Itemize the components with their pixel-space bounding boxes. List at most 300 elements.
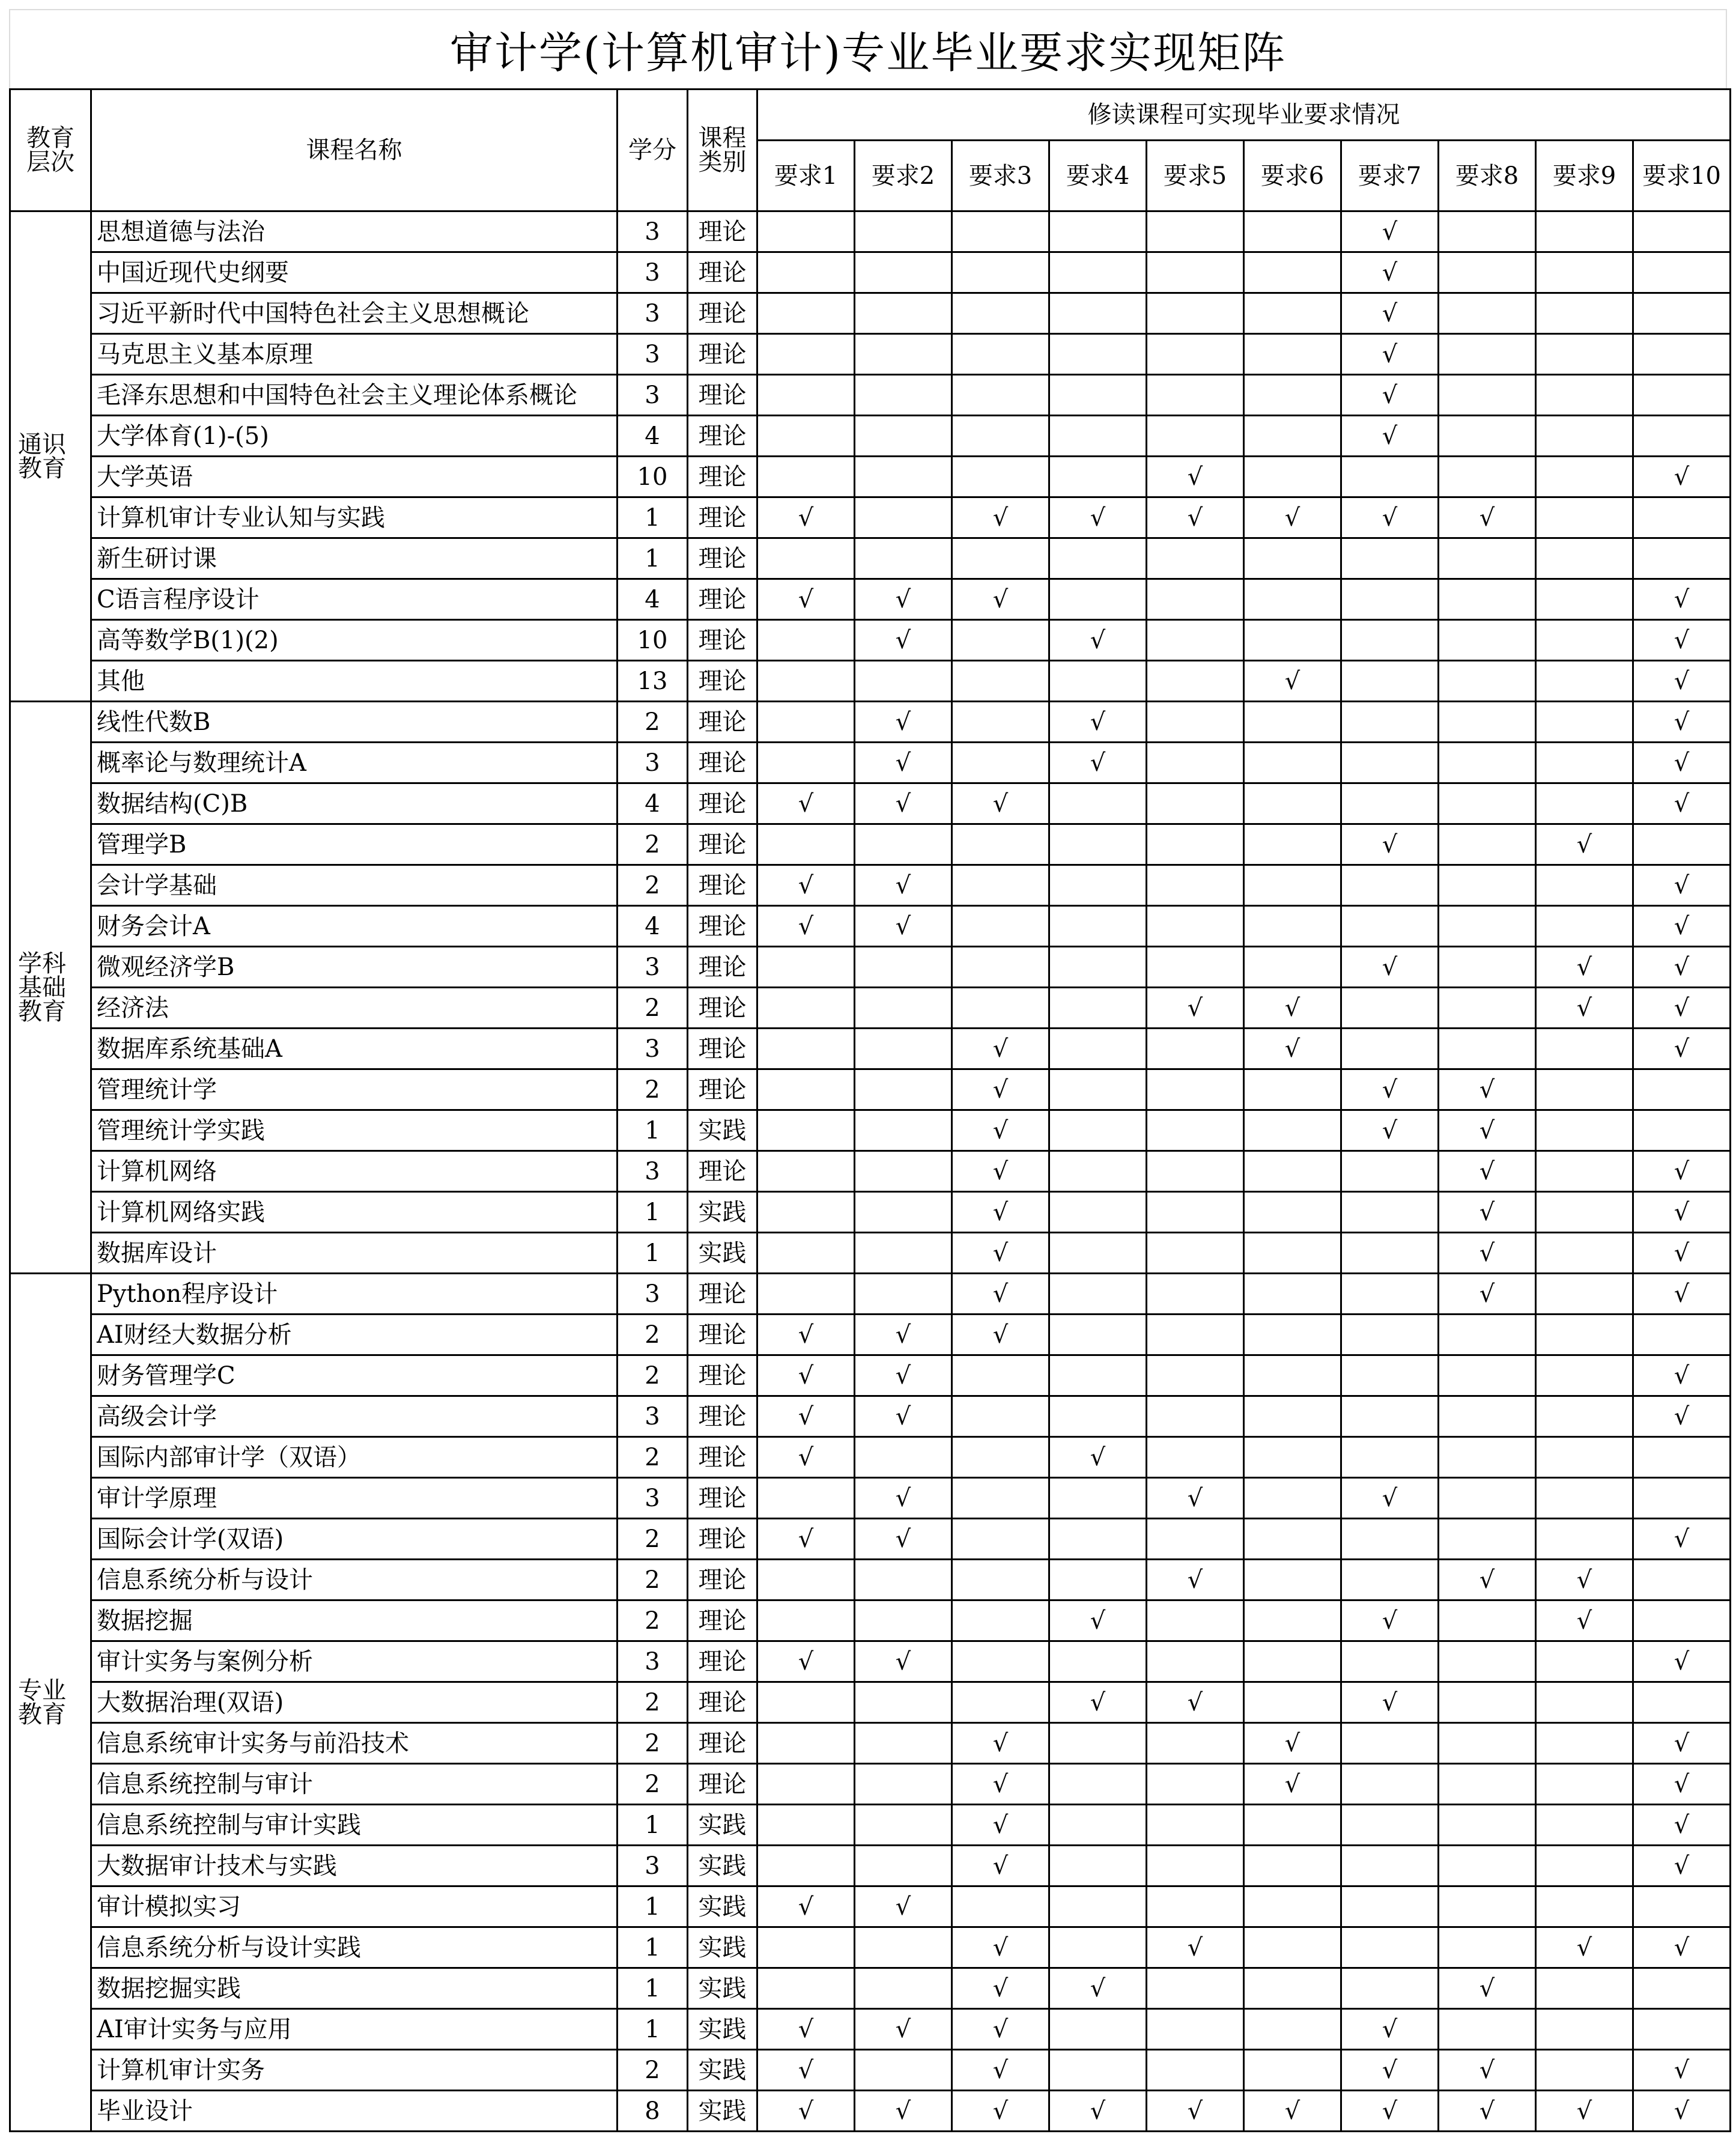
check-mark: √ xyxy=(1674,2097,1690,2125)
req-7-cell xyxy=(1341,620,1439,661)
credit-cell: 3 xyxy=(618,334,688,375)
req-4-cell xyxy=(1049,538,1147,579)
credit-cell: 1 xyxy=(618,1192,688,1233)
course-name-cell: 信息系统分析与设计 xyxy=(91,1560,618,1600)
check-mark: √ xyxy=(1090,708,1106,736)
req-9-cell xyxy=(1536,1355,1633,1396)
req-4-cell xyxy=(1049,334,1147,375)
req-8-cell xyxy=(1439,497,1536,538)
course-name-cell: 审计学原理 xyxy=(91,1478,618,1519)
req-3-cell xyxy=(952,1641,1049,1682)
check-mark: √ xyxy=(895,1321,911,1349)
course-name-cell: 数据库系统基础A xyxy=(91,1029,618,1069)
check-mark: √ xyxy=(992,585,1009,613)
credit-cell: 1 xyxy=(618,1233,688,1274)
req-9-cell xyxy=(1536,1519,1633,1560)
check-mark: √ xyxy=(1674,1035,1690,1063)
req-9-cell xyxy=(1536,457,1633,497)
course-name-cell: 高等数学B(1)(2) xyxy=(91,620,618,661)
credit-cell: 4 xyxy=(618,906,688,947)
course-name-cell: 管理学B xyxy=(91,824,618,865)
req-8-cell xyxy=(1439,824,1536,865)
check-mark: √ xyxy=(1187,2097,1203,2125)
check-mark: √ xyxy=(1090,1974,1106,2002)
check-mark: √ xyxy=(895,871,911,899)
course-name-cell: 数据库设计 xyxy=(91,1233,618,1274)
check-mark: √ xyxy=(798,1361,814,1390)
check-mark: √ xyxy=(895,1892,911,1921)
req-8-cell xyxy=(1439,538,1536,579)
req-4-cell xyxy=(1049,1641,1147,1682)
req-7-cell xyxy=(1341,1233,1439,1274)
check-mark: √ xyxy=(1382,217,1398,246)
req-10-cell xyxy=(1633,702,1731,743)
req-1-cell xyxy=(757,457,855,497)
req-9-cell xyxy=(1536,824,1633,865)
req-3-cell xyxy=(952,416,1049,457)
check-mark: √ xyxy=(1479,1116,1495,1144)
req-3-cell xyxy=(952,1151,1049,1192)
credit-cell: 2 xyxy=(618,1560,688,1600)
matrix-body xyxy=(10,211,1731,2132)
req-10-cell xyxy=(1633,1723,1731,1764)
req-7-cell xyxy=(1341,293,1439,334)
req-7-cell xyxy=(1341,906,1439,947)
req-8-cell xyxy=(1439,1519,1536,1560)
req-3-cell xyxy=(952,1315,1049,1355)
req-8-cell xyxy=(1439,1846,1536,1886)
req-2-cell xyxy=(855,1886,952,1927)
check-mark: √ xyxy=(1382,422,1398,450)
check-mark: √ xyxy=(992,1811,1009,1839)
req-4-cell xyxy=(1049,1764,1147,1805)
check-mark: √ xyxy=(798,1321,814,1349)
check-mark: √ xyxy=(1674,2056,1690,2084)
credit-cell: 4 xyxy=(618,416,688,457)
req-9-cell xyxy=(1536,252,1633,293)
req-10-cell xyxy=(1633,2009,1731,2050)
req-5-cell xyxy=(1147,1846,1244,1886)
table-row xyxy=(10,211,1731,252)
req-7-cell xyxy=(1341,1886,1439,1927)
course-type-cell: 实践 xyxy=(688,1846,757,1886)
req-2-cell xyxy=(855,2009,952,2050)
check-mark: √ xyxy=(1284,503,1300,532)
check-mark: √ xyxy=(1382,1484,1398,1512)
req-8-cell xyxy=(1439,1968,1536,2009)
credit-cell: 1 xyxy=(618,1927,688,1968)
table-row xyxy=(10,1600,1731,1641)
req-5-cell xyxy=(1147,824,1244,865)
req-9-cell xyxy=(1536,1927,1633,1968)
course-type-cell: 实践 xyxy=(688,1192,757,1233)
header-req-7: 要求7 xyxy=(1341,141,1439,211)
req-10-cell xyxy=(1633,2050,1731,2091)
course-type-cell: 理论 xyxy=(688,1764,757,1805)
req-1-cell xyxy=(757,416,855,457)
check-mark: √ xyxy=(1674,871,1690,899)
req-1-cell xyxy=(757,211,855,252)
req-5-cell xyxy=(1147,1192,1244,1233)
req-3-cell xyxy=(952,1600,1049,1641)
course-type-cell: 理论 xyxy=(688,211,757,252)
course-name-cell: 毛泽东思想和中国特色社会主义理论体系概论 xyxy=(91,375,618,416)
req-8-cell xyxy=(1439,1805,1536,1846)
course-type-cell: 理论 xyxy=(688,1029,757,1069)
check-mark: √ xyxy=(1479,1239,1495,1267)
req-8-cell xyxy=(1439,865,1536,906)
course-type-cell: 理论 xyxy=(688,743,757,783)
req-4-cell xyxy=(1049,743,1147,783)
course-name-cell: 大学体育(1)-(5) xyxy=(91,416,618,457)
course-type-cell: 实践 xyxy=(688,1110,757,1151)
req-5-cell xyxy=(1147,334,1244,375)
req-8-cell xyxy=(1439,1641,1536,1682)
req-5-cell xyxy=(1147,1110,1244,1151)
req-2-cell xyxy=(855,334,952,375)
check-mark: √ xyxy=(1674,463,1690,491)
req-2-cell xyxy=(855,1192,952,1233)
credit-cell: 8 xyxy=(618,2091,688,2132)
header-req-4: 要求4 xyxy=(1049,141,1147,211)
req-4-cell xyxy=(1049,497,1147,538)
req-6-cell xyxy=(1244,579,1341,620)
credit-cell: 1 xyxy=(618,538,688,579)
req-6-cell xyxy=(1244,702,1341,743)
check-mark: √ xyxy=(1674,708,1690,736)
req-3-cell xyxy=(952,1886,1049,1927)
course-type-cell: 理论 xyxy=(688,334,757,375)
req-5-cell xyxy=(1147,1396,1244,1437)
table-row xyxy=(10,1805,1731,1846)
table-row xyxy=(10,1192,1731,1233)
req-8-cell xyxy=(1439,702,1536,743)
req-1-cell xyxy=(757,743,855,783)
req-10-cell xyxy=(1633,1641,1731,1682)
check-mark: √ xyxy=(1674,585,1690,613)
table-row xyxy=(10,743,1731,783)
req-7-cell xyxy=(1341,2050,1439,2091)
req-1-cell xyxy=(757,1641,855,1682)
req-8-cell xyxy=(1439,743,1536,783)
req-5-cell xyxy=(1147,1886,1244,1927)
check-mark: √ xyxy=(1674,1198,1690,1226)
table-row xyxy=(10,1764,1731,1805)
req-6-cell xyxy=(1244,1846,1341,1886)
req-10-cell xyxy=(1633,211,1731,252)
req-10-cell xyxy=(1633,1396,1731,1437)
req-3-cell xyxy=(952,211,1049,252)
credit-cell: 3 xyxy=(618,252,688,293)
education-level-cell xyxy=(10,1274,91,2132)
req-4-cell xyxy=(1049,293,1147,334)
req-2-cell xyxy=(855,1437,952,1478)
req-2-cell xyxy=(855,1274,952,1315)
req-2-cell xyxy=(855,1968,952,2009)
req-9-cell xyxy=(1536,1396,1633,1437)
credit-cell: 3 xyxy=(618,743,688,783)
req-4-cell xyxy=(1049,2091,1147,2132)
req-8-cell xyxy=(1439,579,1536,620)
req-6-cell xyxy=(1244,1029,1341,1069)
req-7-cell xyxy=(1341,1764,1439,1805)
check-mark: √ xyxy=(1674,1239,1690,1267)
req-8-cell xyxy=(1439,1192,1536,1233)
req-3-cell xyxy=(952,497,1049,538)
req-3-cell xyxy=(952,457,1049,497)
req-9-cell xyxy=(1536,988,1633,1029)
req-1-cell xyxy=(757,1355,855,1396)
req-7-cell xyxy=(1341,1846,1439,1886)
req-3-cell xyxy=(952,579,1049,620)
check-mark: √ xyxy=(1576,2097,1592,2125)
req-1-cell xyxy=(757,1968,855,2009)
course-type-cell: 实践 xyxy=(688,1805,757,1846)
education-level-text: 学科基础教育 xyxy=(18,949,66,1026)
req-6-cell xyxy=(1244,1927,1341,1968)
req-5-cell xyxy=(1147,988,1244,1029)
req-5-cell xyxy=(1147,1723,1244,1764)
check-mark: √ xyxy=(1284,1035,1300,1063)
req-4-cell xyxy=(1049,211,1147,252)
header-course: 课程名称 xyxy=(91,90,618,211)
req-8-cell xyxy=(1439,1600,1536,1641)
table-row xyxy=(10,1355,1731,1396)
req-6-cell xyxy=(1244,783,1341,824)
req-8-cell xyxy=(1439,334,1536,375)
req-5-cell xyxy=(1147,1029,1244,1069)
req-9-cell xyxy=(1536,1437,1633,1478)
check-mark: √ xyxy=(1674,1852,1690,1880)
course-type-cell: 理论 xyxy=(688,1069,757,1110)
req-6-cell xyxy=(1244,1437,1341,1478)
req-10-cell xyxy=(1633,497,1731,538)
check-mark: √ xyxy=(1187,1484,1203,1512)
req-5-cell xyxy=(1147,661,1244,702)
req-5-cell xyxy=(1147,1069,1244,1110)
req-2-cell xyxy=(855,1519,952,1560)
req-10-cell xyxy=(1633,906,1731,947)
table-row xyxy=(10,2091,1731,2132)
req-7-cell xyxy=(1341,1355,1439,1396)
course-name-cell: 国际会计学(双语) xyxy=(91,1519,618,1560)
table-row xyxy=(10,783,1731,824)
check-mark: √ xyxy=(1284,2097,1300,2125)
req-4-cell xyxy=(1049,375,1147,416)
req-7-cell xyxy=(1341,457,1439,497)
req-4-cell xyxy=(1049,252,1147,293)
check-mark: √ xyxy=(798,912,814,940)
req-2-cell xyxy=(855,906,952,947)
table-row xyxy=(10,1151,1731,1192)
req-6-cell xyxy=(1244,293,1341,334)
check-mark: √ xyxy=(1674,1525,1690,1553)
check-mark: √ xyxy=(992,1116,1009,1144)
req-2-cell xyxy=(855,538,952,579)
course-name-cell: 大数据审计技术与实践 xyxy=(91,1846,618,1886)
req-1-cell xyxy=(757,988,855,1029)
req-9-cell xyxy=(1536,1069,1633,1110)
req-5-cell xyxy=(1147,702,1244,743)
check-mark: √ xyxy=(1576,1607,1592,1635)
req-6-cell xyxy=(1244,457,1341,497)
req-2-cell xyxy=(855,1029,952,1069)
credit-cell: 3 xyxy=(618,1641,688,1682)
req-4-cell xyxy=(1049,1927,1147,1968)
credit-cell: 10 xyxy=(618,620,688,661)
course-name-cell: 计算机审计专业认知与实践 xyxy=(91,497,618,538)
req-6-cell xyxy=(1244,947,1341,988)
req-10-cell xyxy=(1633,457,1731,497)
req-9-cell xyxy=(1536,865,1633,906)
req-3-cell xyxy=(952,1110,1049,1151)
req-10-cell xyxy=(1633,1192,1731,1233)
req-2-cell xyxy=(855,1805,952,1846)
req-2-cell xyxy=(855,620,952,661)
req-2-cell xyxy=(855,457,952,497)
check-mark: √ xyxy=(1382,1116,1398,1144)
table-row xyxy=(10,252,1731,293)
req-3-cell xyxy=(952,865,1049,906)
course-name-cell: 管理统计学实践 xyxy=(91,1110,618,1151)
check-mark: √ xyxy=(1187,1933,1203,1962)
req-6-cell xyxy=(1244,988,1341,1029)
req-6-cell xyxy=(1244,1274,1341,1315)
credit-cell: 1 xyxy=(618,1110,688,1151)
req-4-cell xyxy=(1049,1233,1147,1274)
req-9-cell xyxy=(1536,1886,1633,1927)
req-6-cell xyxy=(1244,1682,1341,1723)
check-mark: √ xyxy=(798,2097,814,2125)
table-row xyxy=(10,620,1731,661)
req-8-cell xyxy=(1439,1560,1536,1600)
req-10-cell xyxy=(1633,1600,1731,1641)
course-type-cell: 理论 xyxy=(688,538,757,579)
req-1-cell xyxy=(757,1927,855,1968)
req-6-cell xyxy=(1244,865,1341,906)
check-mark: √ xyxy=(1382,2056,1398,2084)
req-10-cell xyxy=(1633,1846,1731,1886)
req-7-cell xyxy=(1341,1968,1439,2009)
check-mark: √ xyxy=(1674,912,1690,940)
table-row xyxy=(10,865,1731,906)
header-req-6: 要求6 xyxy=(1244,141,1341,211)
req-4-cell xyxy=(1049,1682,1147,1723)
header-credit: 学分 xyxy=(618,90,688,211)
check-mark: √ xyxy=(1479,1075,1495,1104)
req-3-cell xyxy=(952,375,1049,416)
req-4-cell xyxy=(1049,906,1147,947)
req-3-cell xyxy=(952,1764,1049,1805)
credit-cell: 1 xyxy=(618,2009,688,2050)
req-8-cell xyxy=(1439,375,1536,416)
req-6-cell xyxy=(1244,620,1341,661)
course-name-cell: 线性代数B xyxy=(91,702,618,743)
req-2-cell xyxy=(855,1110,952,1151)
check-mark: √ xyxy=(1284,1729,1300,1757)
check-mark: √ xyxy=(1674,994,1690,1022)
req-5-cell xyxy=(1147,1151,1244,1192)
check-mark: √ xyxy=(1090,2097,1106,2125)
req-7-cell xyxy=(1341,1519,1439,1560)
requirements-matrix xyxy=(9,88,1731,2132)
req-6-cell xyxy=(1244,1192,1341,1233)
check-mark: √ xyxy=(798,2015,814,2043)
req-2-cell xyxy=(855,1315,952,1355)
course-type-cell: 理论 xyxy=(688,579,757,620)
req-3-cell xyxy=(952,1968,1049,2009)
req-7-cell xyxy=(1341,743,1439,783)
check-mark: √ xyxy=(1187,503,1203,532)
req-7-cell xyxy=(1341,865,1439,906)
credit-cell: 3 xyxy=(618,947,688,988)
course-name-cell: AI财经大数据分析 xyxy=(91,1315,618,1355)
req-6-cell xyxy=(1244,2050,1341,2091)
req-8-cell xyxy=(1439,947,1536,988)
req-3-cell xyxy=(952,1274,1049,1315)
req-4-cell xyxy=(1049,2009,1147,2050)
req-7-cell xyxy=(1341,1069,1439,1110)
req-7-cell xyxy=(1341,1192,1439,1233)
req-10-cell xyxy=(1633,1927,1731,1968)
check-mark: √ xyxy=(895,749,911,777)
req-7-cell xyxy=(1341,1723,1439,1764)
check-mark: √ xyxy=(1090,749,1106,777)
req-2-cell xyxy=(855,988,952,1029)
req-2-cell xyxy=(855,1069,952,1110)
check-mark: √ xyxy=(1479,1198,1495,1226)
credit-cell: 1 xyxy=(618,1886,688,1927)
req-9-cell xyxy=(1536,1723,1633,1764)
course-name-cell: 其他 xyxy=(91,661,618,702)
credit-cell: 3 xyxy=(618,1478,688,1519)
check-mark: √ xyxy=(1382,381,1398,409)
req-8-cell xyxy=(1439,906,1536,947)
course-type-cell: 理论 xyxy=(688,416,757,457)
req-3-cell xyxy=(952,2091,1049,2132)
req-10-cell xyxy=(1633,783,1731,824)
credit-cell: 3 xyxy=(618,1029,688,1069)
req-1-cell xyxy=(757,824,855,865)
table-row xyxy=(10,538,1731,579)
req-10-cell xyxy=(1633,334,1731,375)
header-req-9: 要求9 xyxy=(1536,141,1633,211)
req-10-cell xyxy=(1633,1886,1731,1927)
check-mark: √ xyxy=(1187,1566,1203,1594)
credit-cell: 2 xyxy=(618,702,688,743)
check-mark: √ xyxy=(798,871,814,899)
course-type-cell: 理论 xyxy=(688,1641,757,1682)
req-5-cell xyxy=(1147,375,1244,416)
req-6-cell xyxy=(1244,334,1341,375)
header-level xyxy=(10,90,91,211)
req-6-cell xyxy=(1244,1519,1341,1560)
req-5-cell xyxy=(1147,1682,1244,1723)
check-mark: √ xyxy=(992,1239,1009,1267)
req-10-cell xyxy=(1633,1274,1731,1315)
table-row xyxy=(10,906,1731,947)
check-mark: √ xyxy=(1576,994,1592,1022)
req-1-cell xyxy=(757,620,855,661)
req-9-cell xyxy=(1536,1110,1633,1151)
table-row xyxy=(10,1478,1731,1519)
table-row xyxy=(10,2009,1731,2050)
check-mark: √ xyxy=(992,1933,1009,1962)
req-7-cell xyxy=(1341,1478,1439,1519)
credit-cell: 2 xyxy=(618,1069,688,1110)
req-1-cell xyxy=(757,1315,855,1355)
check-mark: √ xyxy=(1674,1402,1690,1430)
